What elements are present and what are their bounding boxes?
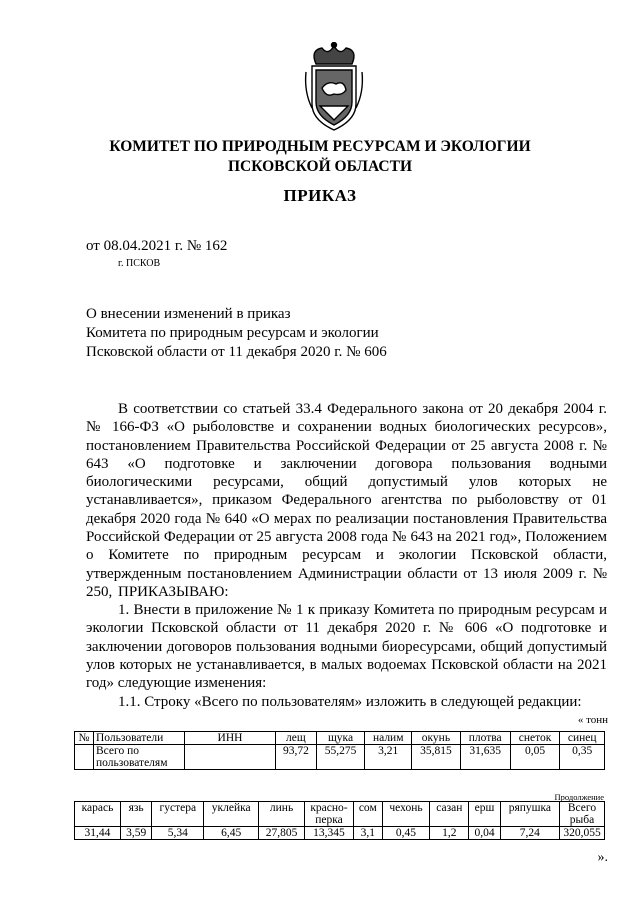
table-cell bbox=[185, 745, 276, 770]
header-cell: красно-перка bbox=[304, 802, 353, 827]
table-cell: 0,35 bbox=[560, 745, 605, 770]
table-cell: 320,055 bbox=[560, 827, 605, 840]
table-row bbox=[75, 745, 605, 770]
table-cell: 93,72 bbox=[276, 745, 317, 770]
table-cell: 27,805 bbox=[259, 827, 305, 840]
header-cell: синец bbox=[560, 732, 605, 745]
fish-table bbox=[74, 801, 605, 840]
header-cell: ряпушка bbox=[500, 802, 559, 827]
table-cell: 0,05 bbox=[510, 745, 560, 770]
table-cell: 13,345 bbox=[304, 827, 353, 840]
table-cell: 3,59 bbox=[120, 827, 151, 840]
header-cell: Пользователи bbox=[94, 732, 185, 745]
organization-name-line1: КОМИТЕТ ПО ПРИРОДНЫМ РЕСУРСАМ И ЭКОЛОГИИ bbox=[109, 138, 531, 155]
city: г. ПСКОВ bbox=[118, 258, 161, 269]
header-cell: ерш bbox=[469, 802, 500, 827]
table-cell: 1,2 bbox=[430, 827, 469, 840]
header-cell: чехонь bbox=[382, 802, 430, 827]
header-cell: уклейка bbox=[204, 802, 259, 827]
table-header-row bbox=[75, 802, 605, 827]
table-cell: 31,635 bbox=[460, 745, 510, 770]
subject-line: Псковской области от 11 декабря 2020 г. № 606 bbox=[86, 344, 387, 360]
order-word: ПРИКАЗЫВАЮ: bbox=[118, 584, 229, 600]
header-cell: Всего рыба bbox=[560, 802, 605, 827]
header-cell: снеток bbox=[510, 732, 560, 745]
table-cell: 35,815 bbox=[412, 745, 460, 770]
header-cell: лещ bbox=[276, 732, 317, 745]
item-1-1: 1.1. Строку «Всего по пользователям» изложить в следующей редакции: bbox=[118, 694, 582, 710]
preamble-paragraph: В соответствии со статьей 33.4 Федерального закона от 20 декабря 2004 г. № 166-ФЗ «О рыболовстве и сохранении водных биологических ресурсов», постановлением Правительства Российской Федерации от 25 августа 2008 г. № 643 «О подготовке и заключении договора пользования водными биологическими ресурсами, общий допустимый улов которых не устанавливается», приказом Федерального агентства по рыболовству от 01 декабря 2020 года № 640 «О мерах по реализации постановления Правительства Российской Федерации от 25 августа 2008 года № 643 на 2021 год», Положением о Комитете по природным ресурсам и экологии Псковской области, утвержденным постановлением Администрации области от 13 июля 2009 г. № 250, bbox=[86, 401, 607, 600]
table-cell: 0,45 bbox=[382, 827, 430, 840]
header-cell: карась bbox=[75, 802, 121, 827]
header-cell: ИНН bbox=[185, 732, 276, 745]
users-table bbox=[74, 731, 605, 770]
coat-of-arms-emblem bbox=[302, 42, 366, 134]
header-cell: окунь bbox=[412, 732, 460, 745]
header-cell: налим bbox=[365, 732, 412, 745]
header-cell: язь bbox=[120, 802, 151, 827]
table-header-row bbox=[75, 732, 605, 745]
table-cell: 31,44 bbox=[75, 827, 121, 840]
header-cell: щука bbox=[316, 732, 364, 745]
header-cell: плотва bbox=[460, 732, 510, 745]
subject-line: Комитета по природным ресурсам и экологии bbox=[86, 325, 379, 341]
continuation-label: Продолжение bbox=[554, 792, 604, 802]
header-cell: густера bbox=[152, 802, 204, 827]
header-cell: № bbox=[75, 732, 94, 745]
header-cell: линь bbox=[259, 802, 305, 827]
table-cell: 0,04 bbox=[469, 827, 500, 840]
table-cell: 3,21 bbox=[365, 745, 412, 770]
subject-block bbox=[86, 305, 387, 362]
table-cell: Всего по пользователям bbox=[94, 745, 185, 770]
closing-quote: ». bbox=[597, 850, 608, 865]
date-number: от 08.04.2021 г. № 162 bbox=[86, 238, 228, 254]
table-cell: 6,45 bbox=[204, 827, 259, 840]
header-cell: сом bbox=[353, 802, 382, 827]
header-cell: сазан bbox=[430, 802, 469, 827]
organization-name-line2: ПСКОВСКОЙ ОБЛАСТИ bbox=[227, 158, 412, 175]
unit-label: « тонн bbox=[577, 714, 608, 726]
table-cell: 7,24 bbox=[500, 827, 559, 840]
document-type: ПРИКАЗ bbox=[283, 186, 357, 205]
table-cell: 5,34 bbox=[152, 827, 204, 840]
item-1: 1. Внести в приложение № 1 к приказу Комитета по природным ресурсам и экологии Псковской области от 11 декабря 2020 г. № 606 «О подготовке и заключении договоров пользования водными биоресурсами, общий допустимый улов которых не устанавливается, в малых водоемах Псковской области на 2021 год» следующие изменения: bbox=[86, 602, 607, 692]
table-cell: 55,275 bbox=[316, 745, 364, 770]
table-cell bbox=[75, 745, 94, 770]
table-row bbox=[75, 827, 605, 840]
table-cell: 3,1 bbox=[353, 827, 382, 840]
subject-line: О внесении изменений в приказ bbox=[86, 306, 291, 322]
